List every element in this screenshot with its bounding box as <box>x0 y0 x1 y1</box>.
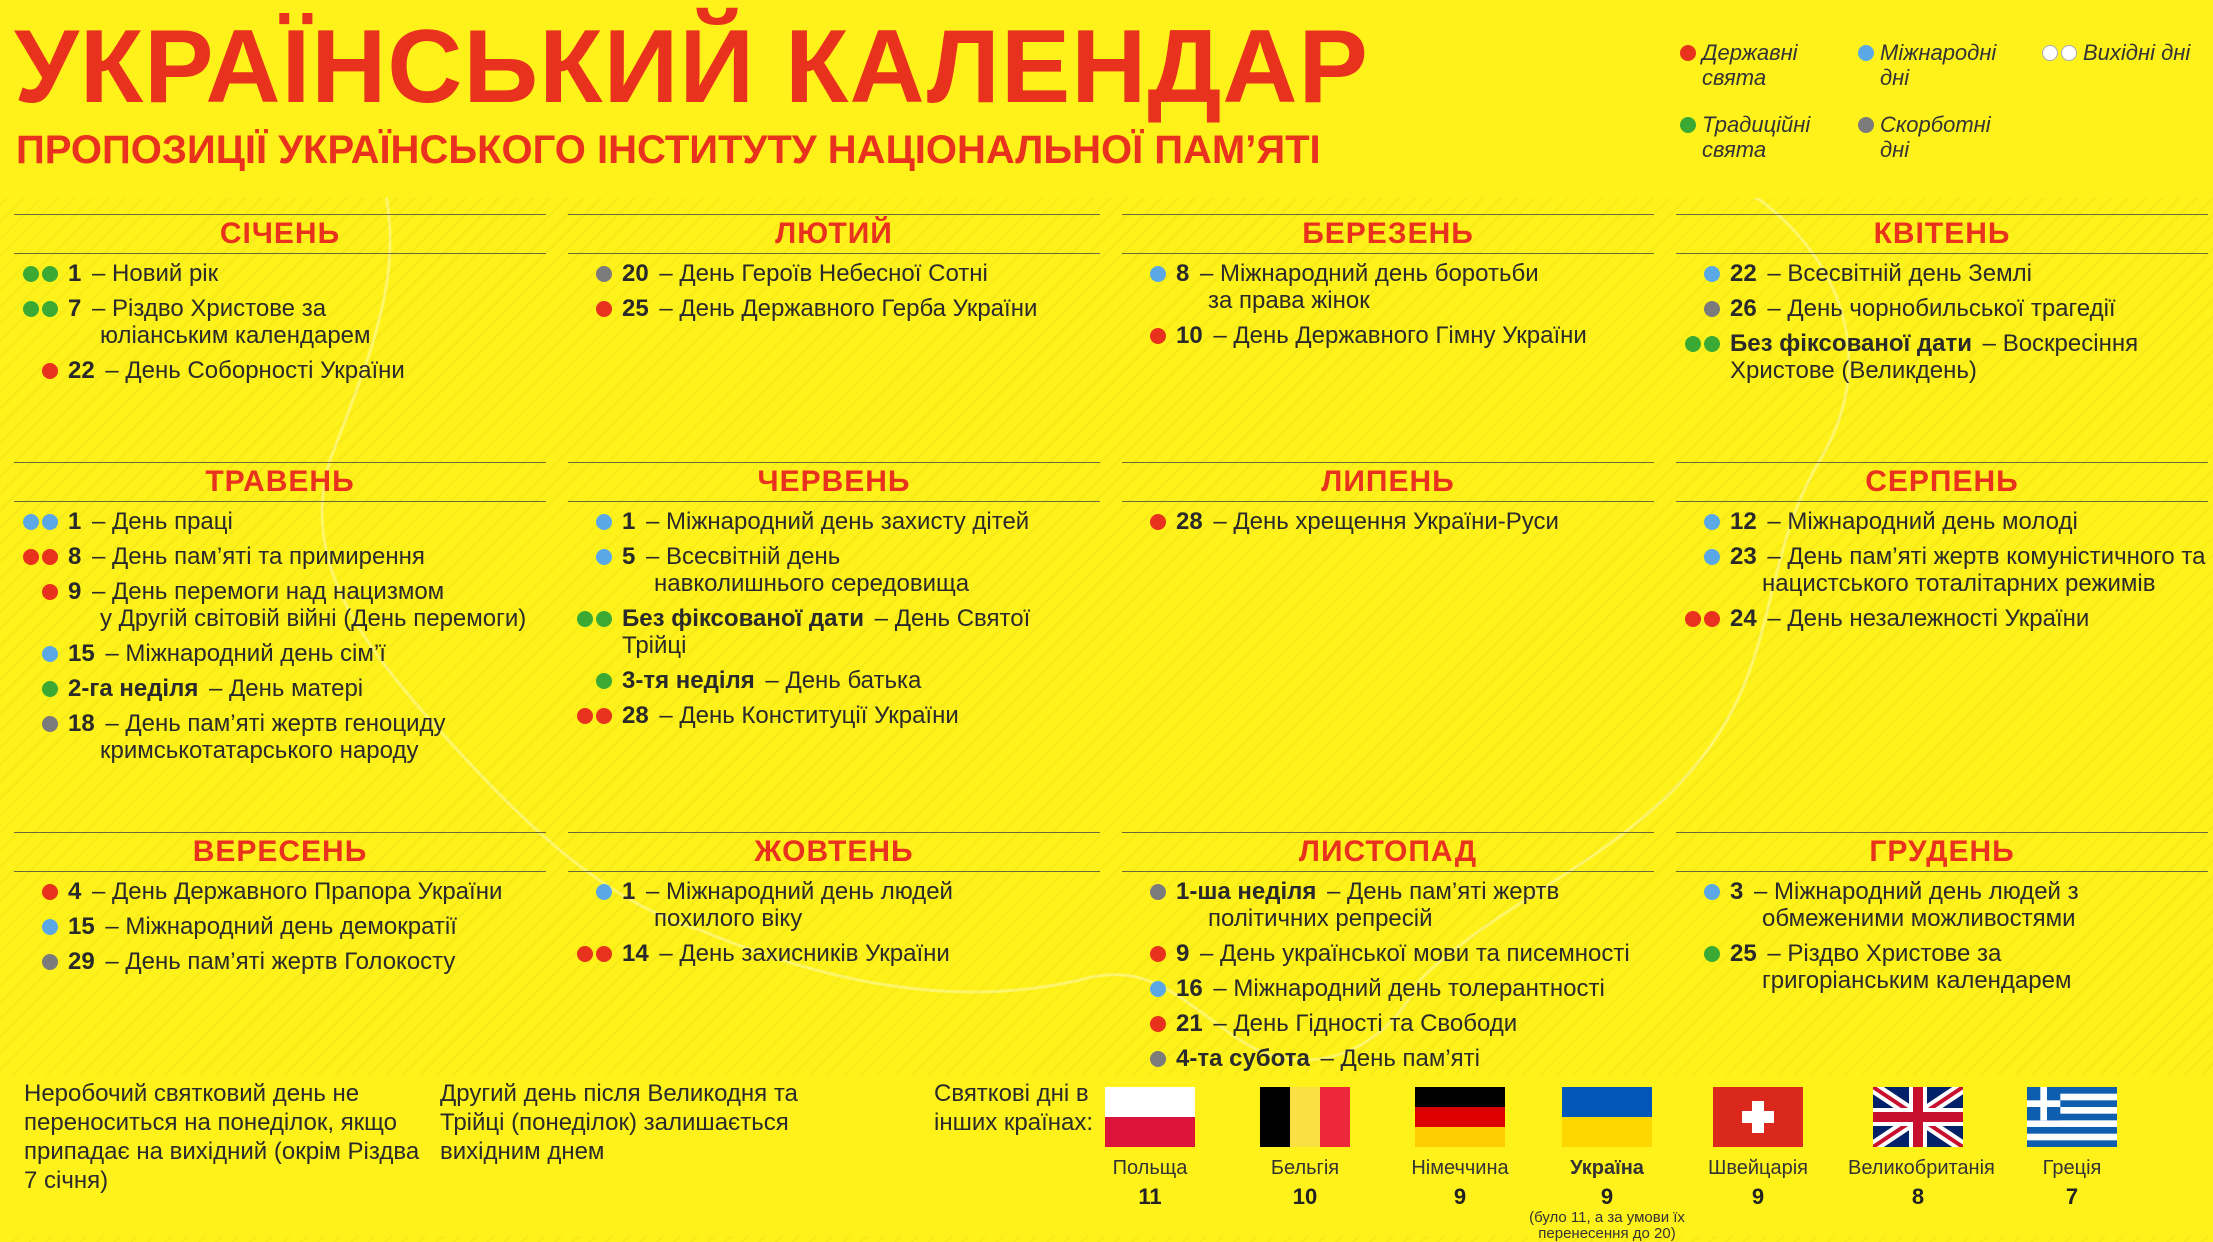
blue-dot-icon <box>42 514 58 530</box>
holiday-entry <box>14 357 546 384</box>
holiday-title-continued: юліанським календарем <box>100 322 371 349</box>
red-dot-icon <box>1150 328 1166 344</box>
country-belgium <box>1235 1087 1375 1210</box>
holiday-title: – День Конституції України <box>652 702 959 729</box>
holiday-entry <box>568 295 1100 322</box>
blue-dot-icon <box>42 646 58 662</box>
holiday-title: – День пам’яті жертв комуністичного та <box>1760 543 2206 570</box>
country-switzerland <box>1688 1087 1828 1210</box>
holiday-date: Без фіксованої дати <box>622 605 865 632</box>
holiday-entry <box>568 667 1100 694</box>
holiday-date: 25 <box>1730 940 1757 967</box>
holiday-count: 11 <box>1138 1184 1162 1209</box>
gray-dot-icon <box>42 716 58 732</box>
holiday-entry <box>568 878 1100 932</box>
holiday-entry <box>1676 295 2208 322</box>
red-dot-icon <box>1704 611 1720 627</box>
holiday-entry <box>14 913 546 940</box>
holiday-date: Без фіксованої дати <box>1730 330 1973 357</box>
red-dot-icon <box>577 946 593 962</box>
blue-dot-icon <box>596 884 612 900</box>
red-dot-icon <box>577 708 593 724</box>
holiday-count: 9 <box>1751 1184 1765 1209</box>
holiday-date: 1-ша неділя <box>1176 878 1317 905</box>
month-block <box>1676 832 2208 1002</box>
blue-dot-icon <box>596 549 612 565</box>
white-dot-icon <box>2061 45 2077 61</box>
holiday-title: – День батька <box>758 667 922 694</box>
holiday-entry <box>1676 605 2208 632</box>
holiday-entry <box>14 675 546 702</box>
country-name: Великобританія <box>1848 1157 1995 1179</box>
green-dot-icon <box>577 611 593 627</box>
blue-dot-icon <box>1858 45 1874 61</box>
red-dot-icon <box>1150 1016 1166 1032</box>
red-dot-icon <box>1680 45 1696 61</box>
holiday-date: 8 <box>68 543 82 570</box>
holiday-entry <box>14 578 546 632</box>
green-dot-icon <box>42 301 58 317</box>
holiday-title: – Міжнародний день молоді <box>1760 508 2078 535</box>
holiday-count: 7 <box>2065 1184 2079 1209</box>
holiday-date: 4 <box>68 878 82 905</box>
month-block <box>1122 832 1654 1107</box>
belgium-flag-icon <box>1260 1087 1350 1147</box>
germany-flag-icon <box>1415 1087 1505 1147</box>
holiday-entry <box>1122 508 1654 535</box>
holiday-entry <box>1676 543 2208 597</box>
holiday-count: 10 <box>1292 1184 1318 1209</box>
month-name: КВІТЕНЬ <box>1676 214 2208 254</box>
holiday-title: – День пам’яті та примирення <box>85 543 425 570</box>
holiday-date: 28 <box>622 702 649 729</box>
holiday-entry <box>1122 878 1654 932</box>
legend-days-off: Вихідні дні <box>2042 40 2212 65</box>
holiday-title: – Міжнародний день демократії <box>98 913 457 940</box>
holiday-entry <box>1122 260 1654 314</box>
month-name: ТРАВЕНЬ <box>14 462 546 502</box>
holiday-title: – День пам’яті <box>1313 1045 1481 1072</box>
gray-dot-icon <box>42 954 58 970</box>
holiday-title-continued: за права жінок <box>1208 287 1370 314</box>
holiday-entry <box>14 260 546 287</box>
holiday-date: 29 <box>68 948 95 975</box>
green-dot-icon <box>23 301 39 317</box>
holiday-date: 14 <box>622 940 649 967</box>
red-dot-icon <box>42 549 58 565</box>
holiday-date: 1 <box>622 878 636 905</box>
holiday-title-continued: навколишнього середовища <box>654 570 970 597</box>
holiday-entry <box>1676 330 2208 384</box>
holiday-title-continued: нацистського тоталітарних режимів <box>1762 570 2156 597</box>
red-dot-icon <box>596 708 612 724</box>
holiday-title: – День чорнобильської трагедії <box>1760 295 2116 322</box>
gray-dot-icon <box>1150 884 1166 900</box>
holiday-title-continued: григоріанським календарем <box>1762 967 2072 994</box>
holiday-date: 26 <box>1730 295 1757 322</box>
holiday-date: 1 <box>622 508 636 535</box>
holiday-entry <box>1676 260 2208 287</box>
red-dot-icon <box>1150 514 1166 530</box>
holiday-date: 12 <box>1730 508 1757 535</box>
green-dot-icon <box>596 611 612 627</box>
holiday-title: – День Соборності України <box>98 357 405 384</box>
month-name: ЛИСТОПАД <box>1122 832 1654 872</box>
holiday-title-continued: Христове (Великдень) <box>1730 357 1977 384</box>
country-germany <box>1390 1087 1530 1210</box>
holiday-entry <box>14 508 546 535</box>
holiday-count: 8 <box>1911 1184 1925 1209</box>
holiday-title: – Міжнародний день толерантності <box>1206 975 1605 1002</box>
month-block <box>1122 462 1654 543</box>
red-dot-icon <box>42 884 58 900</box>
footer-note-holidays: Неробочий святковий день не переноситься на понеділок, якщо припадає на вихідний (окрім Різдва 7 січня) <box>24 1080 420 1194</box>
country-name: Греція <box>2042 1157 2102 1179</box>
holiday-title: – День Державного Гімну України <box>1206 322 1587 349</box>
holiday-date: 9 <box>1176 940 1190 967</box>
holiday-date: 4-та субота <box>1176 1045 1310 1072</box>
holiday-entry <box>568 702 1100 729</box>
white-dot-icon <box>2042 45 2058 61</box>
red-dot-icon <box>1150 946 1166 962</box>
country-ukraine <box>1512 1087 1702 1242</box>
month-name: БЕРЕЗЕНЬ <box>1122 214 1654 254</box>
footer <box>0 1075 2213 1242</box>
month-name: СІЧЕНЬ <box>14 214 546 254</box>
blue-dot-icon <box>1704 514 1720 530</box>
holiday-title: – День української мови та писемності <box>1193 940 1630 967</box>
holiday-date: 3 <box>1730 878 1744 905</box>
holiday-date: 18 <box>68 710 95 737</box>
month-block <box>568 214 1100 330</box>
legend-international: Міжнародні дні <box>1858 40 2023 91</box>
month-name: ГРУДЕНЬ <box>1676 832 2208 872</box>
holiday-title: – День пам’яті жертв Голокосту <box>98 948 456 975</box>
blue-dot-icon <box>1704 549 1720 565</box>
holiday-title-continued: кримськотатарського народу <box>100 737 419 764</box>
page-subtitle: ПРОПОЗИЦІЇ УКРАЇНСЬКОГО ІНСТИТУТУ НАЦІОНАЛЬНОЇ ПАМ’ЯТІ <box>16 128 1321 172</box>
holiday-date: 20 <box>622 260 649 287</box>
holiday-entry <box>1122 940 1654 967</box>
red-dot-icon <box>23 549 39 565</box>
holiday-date: 1 <box>68 260 82 287</box>
holiday-date: 3-тя неділя <box>622 667 755 694</box>
holiday-entry <box>568 605 1100 659</box>
holiday-entry <box>14 878 546 905</box>
gray-dot-icon <box>1858 117 1874 133</box>
holiday-date: 28 <box>1176 508 1203 535</box>
blue-dot-icon <box>1704 884 1720 900</box>
holiday-title: – День незалежності України <box>1760 605 2090 632</box>
country-uk <box>1848 1087 1995 1210</box>
holiday-date: 25 <box>622 295 649 322</box>
month-block <box>14 462 546 772</box>
month-block <box>568 462 1100 737</box>
holiday-title: – Міжнародний день людей <box>639 878 953 905</box>
holiday-title-continued: політичних репресій <box>1208 905 1433 932</box>
holiday-title: – Різдво Христове за <box>1760 940 2002 967</box>
holiday-title: – День праці <box>85 508 233 535</box>
month-name: ЧЕРВЕНЬ <box>568 462 1100 502</box>
month-block <box>14 832 546 983</box>
holiday-title: – День Державного Прапора України <box>85 878 503 905</box>
holiday-date: 9 <box>68 578 82 605</box>
holiday-title: – Воскресіння <box>1976 330 2139 357</box>
holiday-entry <box>568 260 1100 287</box>
holiday-entry <box>1676 940 2208 994</box>
month-name: ЛИПЕНЬ <box>1122 462 1654 502</box>
holiday-date: 15 <box>68 640 95 667</box>
holiday-title: – Всесвітній день <box>639 543 841 570</box>
holiday-date: 16 <box>1176 975 1203 1002</box>
holiday-title: – Міжнародний день боротьби <box>1193 260 1539 287</box>
holiday-entry <box>14 295 546 349</box>
red-dot-icon <box>42 363 58 379</box>
legend-traditional: Традиційні свята <box>1680 112 1850 163</box>
red-dot-icon <box>596 946 612 962</box>
holiday-date: 15 <box>68 913 95 940</box>
holiday-date: 5 <box>622 543 636 570</box>
red-dot-icon <box>1685 611 1701 627</box>
country-name: Швейцарія <box>1708 1157 1808 1179</box>
holiday-date: 22 <box>1730 260 1757 287</box>
greece-flag-icon <box>2027 1087 2117 1147</box>
page-title: УКРАЇНСЬКИЙ КАЛЕНДАР <box>14 9 1369 125</box>
blue-dot-icon <box>1150 266 1166 282</box>
green-dot-icon <box>23 266 39 282</box>
poland-flag-icon <box>1105 1087 1195 1147</box>
holiday-date: 7 <box>68 295 82 322</box>
holiday-date: 22 <box>68 357 95 384</box>
country-greece <box>2002 1087 2142 1210</box>
holiday-title-continued: обмеженими можливостями <box>1762 905 2076 932</box>
holiday-entry <box>14 948 546 975</box>
blue-dot-icon <box>1150 981 1166 997</box>
gray-dot-icon <box>596 266 612 282</box>
green-dot-icon <box>1704 946 1720 962</box>
holiday-title: – День пам’яті жертв <box>1320 878 1560 905</box>
red-dot-icon <box>42 584 58 600</box>
green-dot-icon <box>1704 336 1720 352</box>
month-name: ВЕРЕСЕНЬ <box>14 832 546 872</box>
green-dot-icon <box>1685 336 1701 352</box>
country-name: Польща <box>1112 1157 1188 1179</box>
legend <box>1680 40 2210 170</box>
month-block <box>1676 462 2208 640</box>
holiday-title: – День Державного Герба України <box>652 295 1038 322</box>
holiday-entry <box>1676 878 2208 932</box>
holiday-date: 8 <box>1176 260 1190 287</box>
legend-state: Державні свята <box>1680 40 1850 91</box>
country-name: Бельгія <box>1270 1157 1340 1179</box>
holiday-date: 23 <box>1730 543 1757 570</box>
holiday-entry <box>1122 322 1654 349</box>
month-block <box>1676 214 2208 392</box>
holiday-title: – День пам’яті жертв геноциду <box>98 710 446 737</box>
holiday-entry <box>1676 508 2208 535</box>
holiday-entry <box>14 543 546 570</box>
holiday-entry <box>568 543 1100 597</box>
holiday-title: – Різдво Христове за <box>85 295 327 322</box>
blue-dot-icon <box>23 514 39 530</box>
holiday-date: 21 <box>1176 1010 1203 1037</box>
holiday-title-continued: похилого віку <box>654 905 803 932</box>
country-poland <box>1080 1087 1220 1210</box>
holiday-count: 9 <box>1453 1184 1467 1209</box>
uk-flag-icon <box>1873 1087 1963 1147</box>
month-block <box>14 214 546 392</box>
gray-dot-icon <box>1150 1051 1166 1067</box>
holiday-date: 2-га неділя <box>68 675 199 702</box>
holiday-entry <box>568 508 1100 535</box>
holiday-entry <box>14 640 546 667</box>
holiday-date: 10 <box>1176 322 1203 349</box>
holiday-title-continued: у Другій світовій війні (День перемоги) <box>100 605 527 632</box>
holiday-entry <box>1122 1010 1654 1037</box>
blue-dot-icon <box>42 919 58 935</box>
holiday-entry <box>14 710 546 764</box>
green-dot-icon <box>1680 117 1696 133</box>
holiday-title: – День захисників України <box>652 940 950 967</box>
gray-dot-icon <box>1704 301 1720 317</box>
holiday-title: – День матері <box>202 675 364 702</box>
legend-mourning: Скорботні дні <box>1858 112 2023 163</box>
month-name: ЛЮТИЙ <box>568 214 1100 254</box>
header <box>0 0 2213 198</box>
holiday-title: – День Гідності та Свободи <box>1206 1010 1518 1037</box>
holiday-title: – День Святої Трійці <box>622 605 1031 659</box>
holiday-entry <box>568 940 1100 967</box>
month-name: ЖОВТЕНЬ <box>568 832 1100 872</box>
month-block <box>568 832 1100 975</box>
country-name: Україна <box>1570 1157 1644 1179</box>
ukraine-flag-icon <box>1562 1087 1652 1147</box>
footer-countries-label: Святкові дні в інших країнах: <box>934 1080 1094 1136</box>
holiday-date: 24 <box>1730 605 1757 632</box>
holiday-title: – День перемоги над нацизмом <box>85 578 445 605</box>
holiday-title: – Міжнародний день сім’ї <box>98 640 386 667</box>
footer-note-easter: Другий день після Великодня та Трійці (понеділок) залишається вихідним днем <box>440 1080 798 1165</box>
holiday-title: – Новий рік <box>85 260 219 287</box>
switzerland-flag-icon <box>1713 1087 1803 1147</box>
holiday-entry <box>1122 975 1654 1002</box>
holiday-title: – Міжнародний день людей з <box>1747 878 2079 905</box>
holiday-title: – Міжнародний день захисту дітей <box>639 508 1030 535</box>
country-name: Німеччина <box>1411 1157 1509 1179</box>
holiday-count: 9 <box>1600 1184 1614 1209</box>
holiday-date: 1 <box>68 508 82 535</box>
green-dot-icon <box>596 673 612 689</box>
red-dot-icon <box>596 301 612 317</box>
blue-dot-icon <box>596 514 612 530</box>
holiday-title: – День хрещення України-Руси <box>1206 508 1559 535</box>
green-dot-icon <box>42 681 58 697</box>
month-block <box>1122 214 1654 357</box>
blue-dot-icon <box>1704 266 1720 282</box>
holiday-title: – День Героїв Небесної Сотні <box>652 260 988 287</box>
green-dot-icon <box>42 266 58 282</box>
holiday-title: – Всесвітній день Землі <box>1760 260 2032 287</box>
country-note: (було 11, а за умови їх перенесення до 20) <box>1529 1209 1685 1242</box>
month-name: СЕРПЕНЬ <box>1676 462 2208 502</box>
